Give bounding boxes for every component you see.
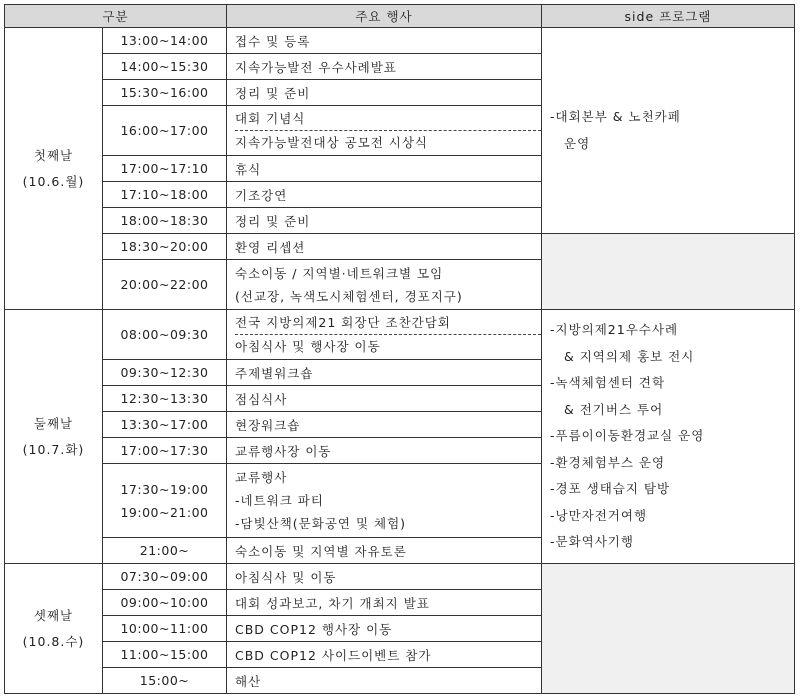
event-line: 아침식사 및 행사장 이동 xyxy=(235,334,541,358)
event-line: 교류행사 xyxy=(235,470,288,485)
event-cell: 대회 성과보고, 차기 개최지 발표 xyxy=(227,590,542,616)
side-item: 운영 xyxy=(564,135,591,151)
time-cell: 18:30~20:00 xyxy=(103,234,227,260)
event-cell xyxy=(227,464,542,538)
side-item: -문화역사기행 xyxy=(550,534,634,550)
event-cell: 점심식사 xyxy=(227,386,542,412)
side-program-cell xyxy=(542,28,795,234)
event-cell xyxy=(227,106,542,156)
side-item: -지방의제21우수사례 xyxy=(550,322,679,338)
event-cell: 숙소이동 및 지역별 자유토론 xyxy=(227,538,542,564)
event-line: 대회 기념식 xyxy=(235,111,306,126)
day-name: 셋째날 xyxy=(33,607,74,623)
schedule-table-wrapper xyxy=(4,4,794,694)
event-cell: 환영 리셉션 xyxy=(227,234,542,260)
event-line: 지속가능발전대상 공모전 시상식 xyxy=(235,130,541,154)
side-item: & 전기버스 투어 xyxy=(564,401,664,417)
day-name: 첫째날 xyxy=(33,147,74,163)
day-date: (10.6.월) xyxy=(22,173,85,189)
header-category: 구분 xyxy=(5,5,227,28)
event-line: 전국 지방의제21 회장단 조찬간담회 xyxy=(235,315,451,330)
header-side-program: side 프로그램 xyxy=(542,5,795,28)
side-item: -녹색체험센터 견학 xyxy=(550,375,666,391)
side-item: -낭만자전거여행 xyxy=(550,507,648,523)
side-item: -환경체험부스 운영 xyxy=(550,454,666,470)
side-item: & 지역의제 홍보 전시 xyxy=(564,348,695,364)
schedule-table xyxy=(4,4,795,694)
event-cell: 기조강연 xyxy=(227,182,542,208)
side-program-empty xyxy=(542,234,795,310)
time-cell: 17:00~17:10 xyxy=(103,156,227,182)
table-row xyxy=(5,234,795,260)
side-item: -경포 생태습지 탐방 xyxy=(550,481,671,497)
time-cell xyxy=(103,464,227,538)
time-cell: 10:00~11:00 xyxy=(103,616,227,642)
event-cell: 휴식 xyxy=(227,156,542,182)
table-row xyxy=(5,564,795,590)
side-item: -푸름이이동환경교실 운영 xyxy=(550,428,705,444)
event-cell: 아침식사 및 이동 xyxy=(227,564,542,590)
side-item: -대회본부 & 노천카페 xyxy=(550,109,681,124)
header-main-events: 주요 행사 xyxy=(227,5,542,28)
time-line: 17:30~19:00 xyxy=(120,481,209,497)
time-cell: 17:10~18:00 xyxy=(103,182,227,208)
time-cell: 16:00~17:00 xyxy=(103,106,227,156)
time-cell: 09:00~10:00 xyxy=(103,590,227,616)
day-cell xyxy=(5,28,103,310)
time-cell: 18:00~18:30 xyxy=(103,208,227,234)
event-cell xyxy=(227,260,542,310)
event-cell: 정리 및 준비 xyxy=(227,208,542,234)
header-row xyxy=(5,5,795,28)
event-cell: CBD COP12 사이드이벤트 참가 xyxy=(227,642,542,668)
time-cell: 15:30~16:00 xyxy=(103,80,227,106)
time-cell: 20:00~22:00 xyxy=(103,260,227,310)
table-row xyxy=(5,28,795,54)
time-cell: 08:00~09:30 xyxy=(103,310,227,360)
time-cell: 21:00~ xyxy=(103,538,227,564)
time-cell: 14:00~15:30 xyxy=(103,54,227,80)
event-cell: 접수 및 등록 xyxy=(227,28,542,54)
side-program-empty xyxy=(542,564,795,694)
event-line: 숙소이동 / 지역별·네트워크별 모임 xyxy=(235,265,444,281)
day-name: 둘째날 xyxy=(33,415,74,431)
time-cell: 11:00~15:00 xyxy=(103,642,227,668)
day-date: (10.8.수) xyxy=(22,633,85,649)
time-cell: 12:30~13:30 xyxy=(103,386,227,412)
side-program-cell xyxy=(542,310,795,564)
time-cell: 09:30~12:30 xyxy=(103,360,227,386)
event-cell: 해산 xyxy=(227,668,542,694)
event-line: (선교장, 녹색도시체험센터, 경포지구) xyxy=(235,288,463,304)
event-cell: 주제별워크숍 xyxy=(227,360,542,386)
time-cell: 13:30~17:00 xyxy=(103,412,227,438)
event-line: -담빛산책(문화공연 및 체험) xyxy=(235,516,407,531)
event-cell: CBD COP12 행사장 이동 xyxy=(227,616,542,642)
time-cell: 07:30~09:00 xyxy=(103,564,227,590)
event-cell xyxy=(227,310,542,360)
event-cell: 지속가능발전 우수사례발표 xyxy=(227,54,542,80)
time-cell: 13:00~14:00 xyxy=(103,28,227,54)
day-date: (10.7.화) xyxy=(22,441,85,457)
event-cell: 정리 및 준비 xyxy=(227,80,542,106)
day-cell xyxy=(5,564,103,694)
event-line: -네트워크 파티 xyxy=(235,493,324,508)
time-cell: 15:00~ xyxy=(103,668,227,694)
time-cell: 17:00~17:30 xyxy=(103,438,227,464)
day-cell xyxy=(5,310,103,564)
time-line: 19:00~21:00 xyxy=(120,504,209,520)
table-row xyxy=(5,310,795,360)
event-cell: 교류행사장 이동 xyxy=(227,438,542,464)
event-cell: 현장워크숍 xyxy=(227,412,542,438)
